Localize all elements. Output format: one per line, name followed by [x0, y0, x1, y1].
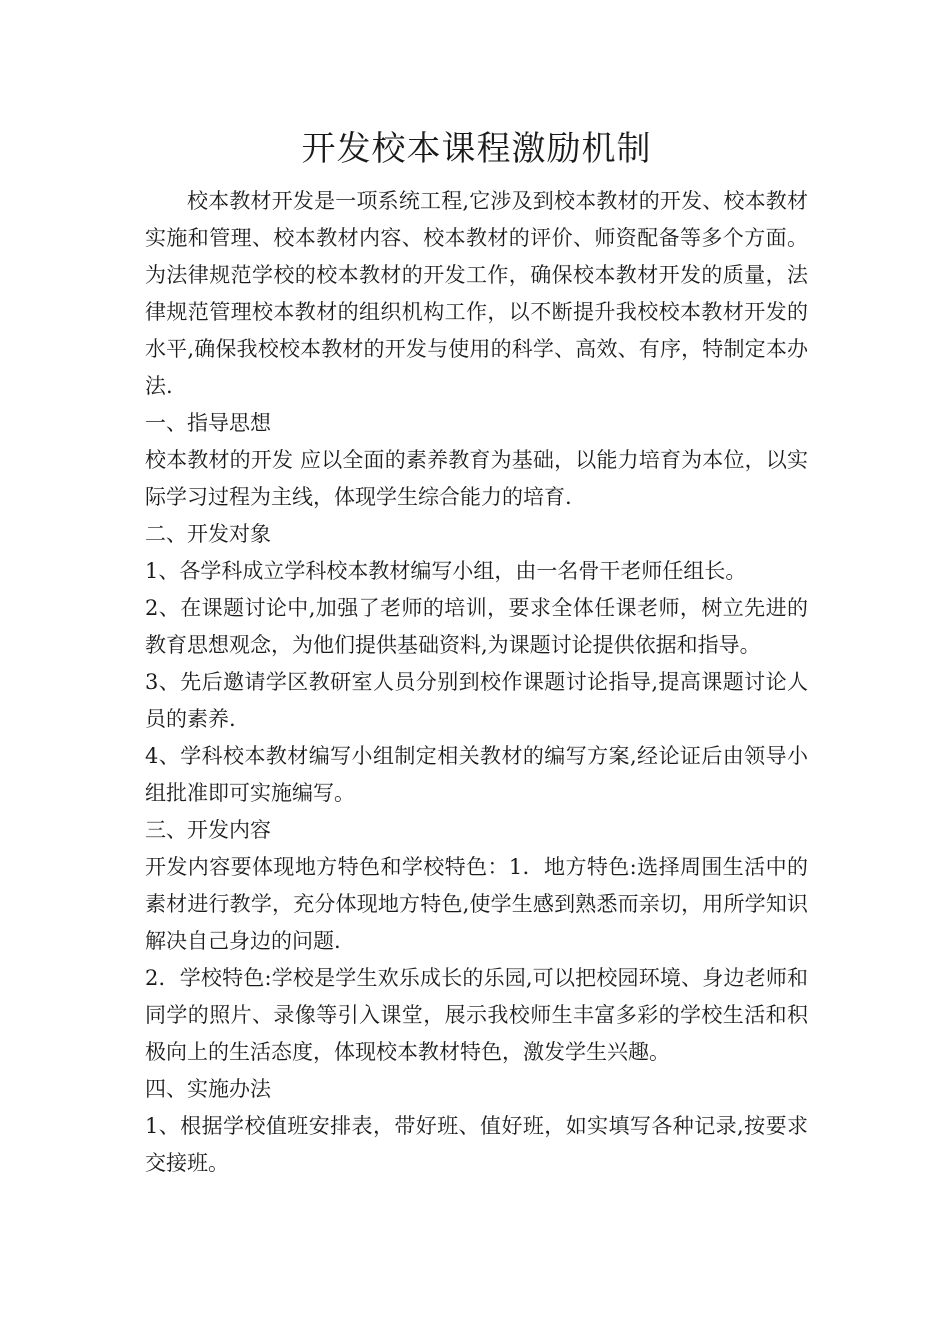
list-item: 4、学科校本教材编写小组制定相关教材的编写方案,经论证后由领导小组批准即可实施编写。: [145, 744, 808, 805]
list-item: 3、先后邀请学区教研室人员分别到校作课题讨论指导,提高课题讨论人员的素养.: [145, 670, 808, 731]
section-heading-implementation: 四、实施办法: [145, 1077, 271, 1101]
section-heading-guiding-thought: 一、指导思想: [145, 411, 271, 435]
section-heading-development-content: 三、开发内容: [145, 818, 271, 842]
intro-paragraph: 校本教材开发是一项系统工程,它涉及到校本教材的开发、校本教材实施和管理、校本教材内容、校本教材的评价、师资配备等多个方面。为法律规范学校的校本教材的开发工作，确保校本教材开发的质量，法律规范管理校本教材的组织机构工作，以不断提升我校校本教材开发的水平,确保我校校本教材的开发与使用的科学、高效、有序，特制定本办法.: [145, 189, 808, 398]
list-item: 2、在课题讨论中,加强了老师的培训，要求全体任课老师，树立先进的教育思想观念，为他们提供基础资料,为课题讨论提供依据和指导。: [145, 596, 808, 657]
paragraph: 开发内容要体现地方特色和学校特色：1．地方特色:选择周围生活中的素材进行教学，充分体现地方特色,使学生感到熟悉而亲切，用所学知识解决自己身边的问题.: [145, 855, 808, 953]
list-item: 1、各学科成立学科校本教材编写小组，由一名骨干老师任组长。: [145, 559, 747, 583]
paragraph: 校本教材的开发 应以全面的素养教育为基础，以能力培育为本位，以实际学习过程为主线，体现学生综合能力的培育.: [145, 448, 808, 509]
section-heading-development-target: 二、开发对象: [145, 522, 271, 546]
list-item: 1、根据学校值班安排表，带好班、值好班，如实填写各种记录,按要求交接班。: [145, 1114, 808, 1175]
document-title: 开发校本课程激励机制: [301, 129, 652, 169]
document-body: [145, 183, 808, 1182]
paragraph: 2．学校特色:学校是学生欢乐成长的乐园,可以把校园环境、身边老师和同学的照片、录像等引入课堂，展示我校师生丰富多彩的学校生活和积极向上的生活态度，体现校本教材特色，激发学生兴趣。: [145, 966, 808, 1064]
